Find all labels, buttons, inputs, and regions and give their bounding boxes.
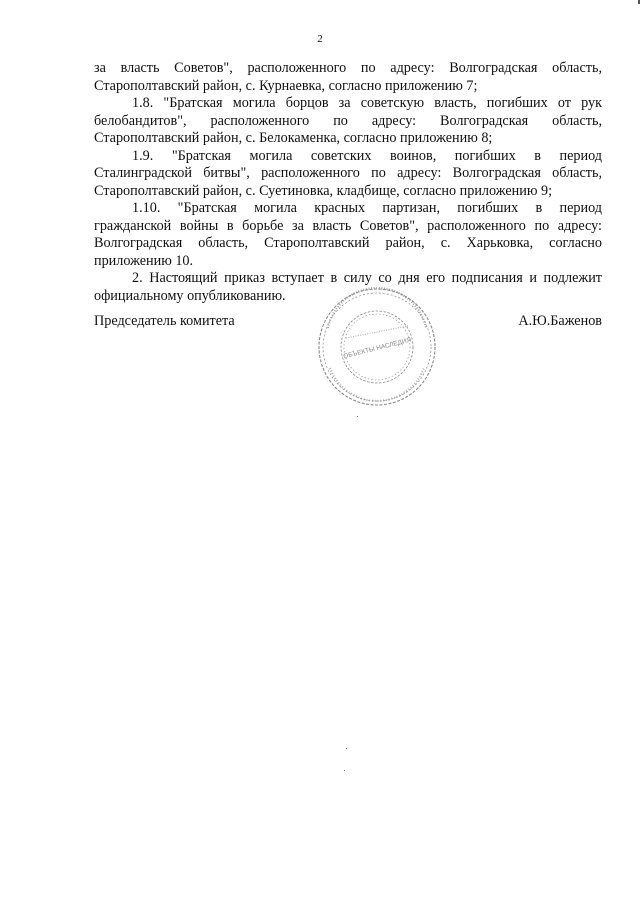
text-line: белобандитов", расположенного по адресу: Волгоградская область, xyxy=(94,112,602,129)
text-line: официальному опубликованию. xyxy=(94,287,286,304)
text-line: 1.9. "Братская могила советских воинов, погибших в период xyxy=(132,147,602,164)
signatory-name: А.Ю.Баженов xyxy=(518,313,602,329)
text-line: Сталинградской битвы", расположенного по адресу: Волгоградская область, xyxy=(94,165,602,181)
text-line: приложению 10. xyxy=(94,252,194,269)
stamp-text: ОБЪЕКТЫ НАСЛЕДИЯ xyxy=(342,336,412,361)
scan-speck xyxy=(344,770,345,771)
text-line: Старополтавский район, с. Суетиновка, кладбище, согласно приложению 9; xyxy=(94,182,553,199)
text-line: Волгоградская область, Старополтавский район, с. Харьковка, согласно xyxy=(94,235,602,251)
text-line: 2. Настоящий приказ вступает в силу со дня его подписания и подлежит xyxy=(132,270,602,286)
text-line: Старополтавский район, с. Курнаевка, согласно приложению 7; xyxy=(94,77,478,94)
text-line: 1.10. "Братская могила красных партизан, погибших в период xyxy=(132,200,602,216)
text-line: за власть Советов", расположенного по адресу: Волгоградская область, xyxy=(94,60,602,76)
scan-speck xyxy=(346,748,347,749)
page-number: 2 xyxy=(317,33,323,45)
scan-speck xyxy=(357,416,358,417)
official-stamp xyxy=(316,286,438,408)
document-body xyxy=(94,60,602,305)
text-line: 1.8. "Братская могила борцов за советскую власть, погибших от рук xyxy=(132,95,602,111)
text-line: гражданской войны в борьбе за власть Советов", расположенного по адресу: xyxy=(94,217,602,234)
signatory-title: Председатель комитета xyxy=(94,313,235,329)
text-line: Старополтавский район, с. Белокаменка, согласно приложению 8; xyxy=(94,130,493,146)
